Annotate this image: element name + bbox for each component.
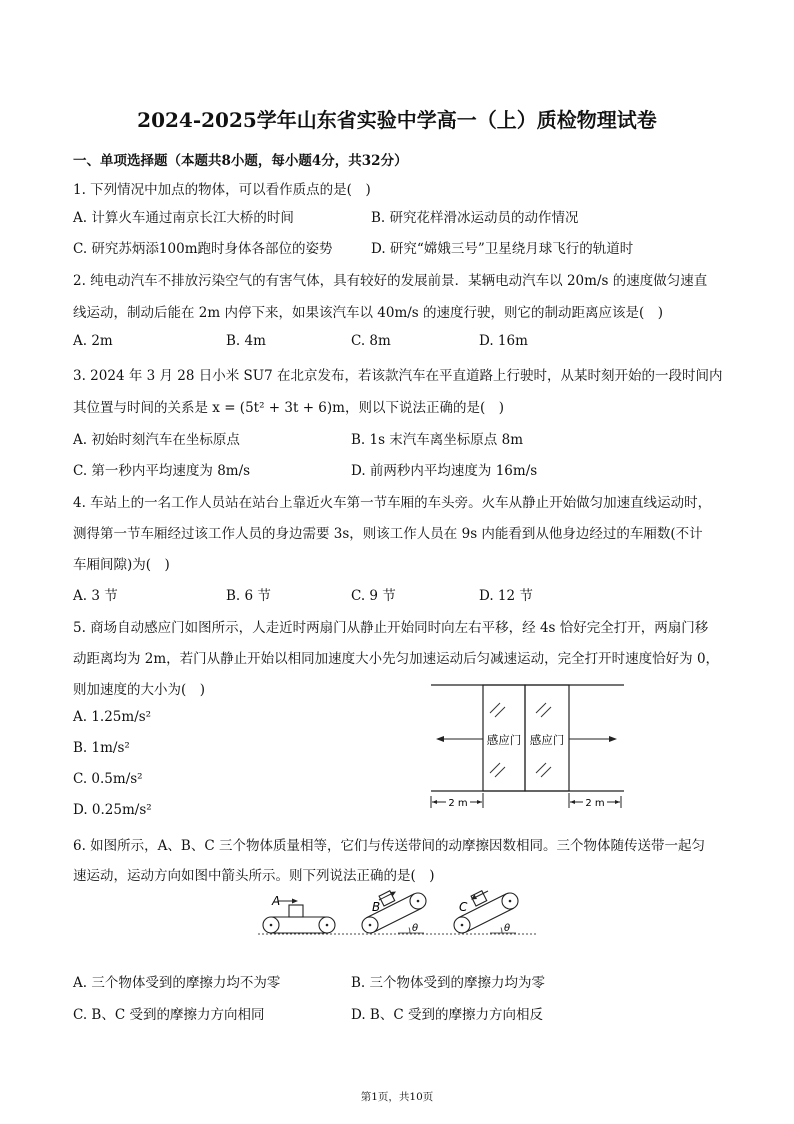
left-door-label: 感应门	[486, 733, 522, 747]
q4-option-c: C. 9 节	[351, 588, 396, 604]
q5-line3: 则加速度的大小为( )	[73, 682, 206, 698]
q2-option-a: A. 2m	[73, 333, 113, 349]
right-dim-arrow-b	[615, 800, 620, 804]
q3-line2: 其位置与时间的关系是 x = (5t² + 3t + 6)m，则以下说法正确的是( )	[73, 400, 504, 416]
q4-option-a: A. 3 节	[73, 588, 118, 604]
right-arrow-head	[609, 736, 617, 742]
block-a	[289, 905, 303, 917]
q4-line3: 车厢间隙)为( )	[73, 557, 170, 573]
q4-option-b: B. 6 节	[226, 588, 271, 604]
q6-option-b: B. 三个物体受到的摩擦力均为零	[351, 975, 546, 991]
q1-option-d: D. 研究“嫦娥三号”卫星绕月球飞行的轨道时	[371, 241, 634, 257]
label-c: C	[459, 900, 468, 914]
q3-option-c: C. 第一秒内平均速度为 8m/s	[73, 463, 251, 479]
q5-option-b: B. 1m/s²	[73, 740, 130, 756]
q2-line2: 线运动，制动后能在 2m 内停下来，如果该汽车以 40m/s 的速度行驶，则它的制动距离应该是( )	[73, 305, 664, 321]
left-arrow-head	[436, 736, 444, 742]
page-title: 2024-2025学年山东省实验中学高一（上）质检物理试卷	[137, 108, 657, 132]
q3-option-a: A. 初始时刻汽车在坐标原点	[73, 432, 240, 448]
q3-line1: 3. 2024 年 3 月 28 日小米 SU7 在北京发布，若该款汽车在平直道路上行驶时，从某时刻开始的一段时间内	[73, 368, 723, 384]
q6-option-c: C. B、C 受到的摩擦力方向相同	[73, 1007, 265, 1023]
angle-b: θ	[412, 923, 419, 934]
q4-line2: 测得第一节车厢经过该工作人员的身边需要 3s，则该工作人员在 9s 内能看到从他身边经过的车厢数(不计	[73, 526, 703, 542]
q6-line1: 6. 如图所示，A、B、C 三个物体质量相等，它们与传送带间的动摩擦因数相同。三个物体随传送带一起匀	[73, 838, 705, 854]
conveyor-belt-diagram	[258, 888, 538, 944]
left-dim-arrow-b	[477, 800, 482, 804]
q5-option-c: C. 0.5m/s²	[73, 771, 143, 787]
q3-option-b: B. 1s 末汽车离坐标原点 8m	[351, 432, 523, 448]
angle-c: θ	[504, 923, 511, 934]
q3-option-d: D. 前两秒内平均速度为 16m/s	[351, 463, 538, 479]
q6-option-a: A. 三个物体受到的摩擦力均不为零	[73, 975, 281, 991]
q2-option-d: D. 16m	[479, 333, 528, 349]
q4-option-d: D. 12 节	[479, 588, 533, 604]
q1-stem: 1. 下列情况中加点的物体，可以看作质点的是( )	[73, 182, 371, 198]
right-dim-arrow-a	[570, 800, 575, 804]
q4-line1: 4. 车站上的一名工作人员站在站台上靠近火车第一节车厢的车头旁。火车从静止开始做匀加速直线运动时，	[73, 495, 712, 511]
right-dim-label: 2 m	[585, 798, 605, 809]
q5-line2: 动距离均为 2m，若门从静止开始以相同加速度大小先匀加速运动后匀减速运动，完全打开时速度恰好为 0，	[73, 651, 720, 667]
q2-line1: 2. 纯电动汽车不排放污染空气的有害气体，具有较好的发展前景．某辆电动汽车以 20m/s 的速度做匀速直	[73, 273, 708, 289]
label-b: B	[372, 900, 381, 914]
page-footer: 第1页，共10页	[360, 1091, 434, 1103]
label-a: A	[272, 894, 281, 908]
q6-option-d: D. B、C 受到的摩擦力方向相反	[351, 1007, 543, 1023]
section-heading: 一、单项选择题（本题共8小题，每小题4分，共32分）	[73, 153, 408, 169]
sliding-door-diagram	[428, 680, 628, 816]
q1-option-b: B. 研究花样滑冰运动员的动作情况	[371, 210, 579, 226]
left-dim-arrow-a	[432, 800, 437, 804]
right-door-label: 感应门	[529, 733, 565, 747]
q2-option-b: B. 4m	[226, 333, 266, 349]
q5-option-d: D. 0.25m/s²	[73, 802, 152, 818]
q5-line1: 5. 商场自动感应门如图所示，人走近时两扇门从静止开始同时向左右平移，经 4s 恰好完全打开，两扇门移	[73, 620, 709, 636]
q2-option-c: C. 8m	[351, 333, 391, 349]
left-dim-label: 2 m	[448, 798, 468, 809]
q1-option-c: C. 研究苏炳添100m跑时身体各部位的姿势	[73, 241, 333, 257]
q6-line2: 速运动，运动方向如图中箭头所示。则下列说法正确的是( )	[73, 868, 435, 884]
q1-option-a: A. 计算火车通过南京长江大桥的时间	[73, 210, 294, 226]
q5-option-a: A. 1.25m/s²	[73, 709, 152, 725]
